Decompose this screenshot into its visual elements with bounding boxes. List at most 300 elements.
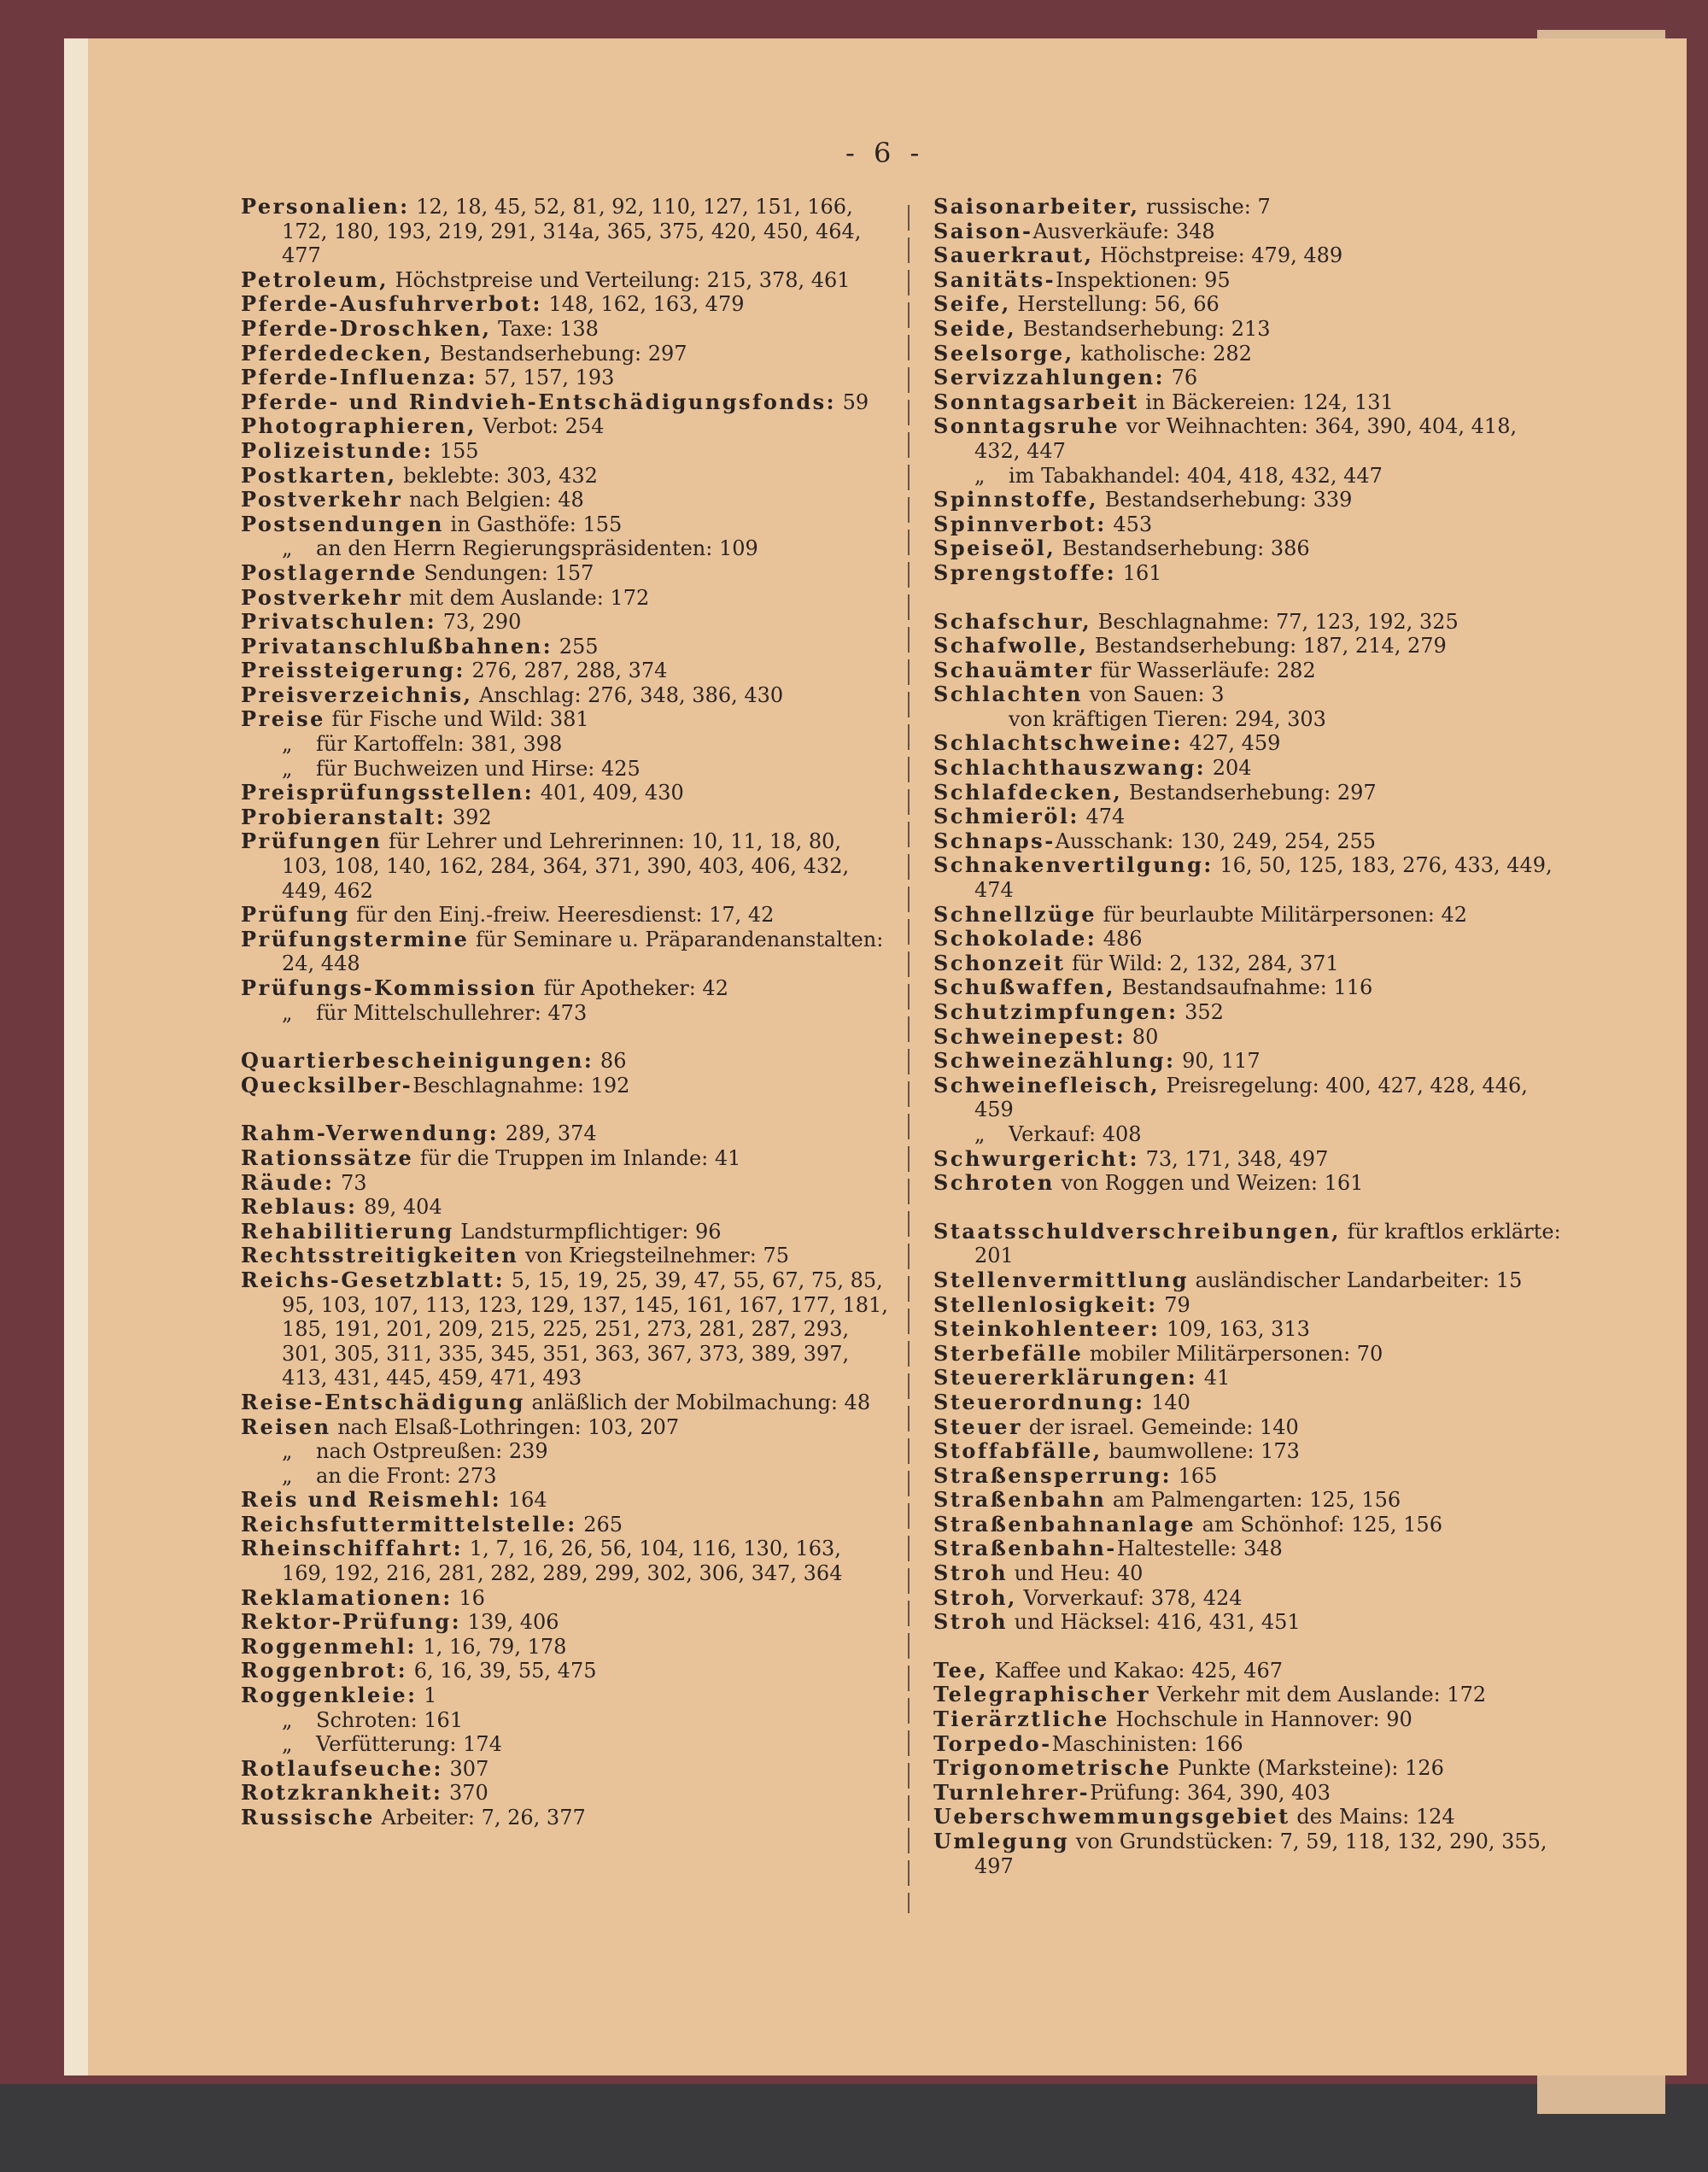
index-entry xyxy=(241,781,890,805)
index-entry xyxy=(933,1439,1565,1464)
index-references: der israel. Gemeinde: 140 xyxy=(1022,1414,1299,1439)
index-references: für Kartoffeln: 381, 398 xyxy=(316,732,563,757)
ditto-mark: „ xyxy=(282,732,293,757)
index-entry xyxy=(241,1244,890,1268)
index-term: Schlachtschweine: xyxy=(933,730,1183,756)
index-term: Schnellzüge xyxy=(933,901,1097,927)
index-entry xyxy=(241,268,890,293)
index-entry xyxy=(241,805,890,830)
index-entry xyxy=(241,1659,890,1683)
index-term: Steuerordnung: xyxy=(933,1389,1145,1414)
index-entry xyxy=(241,561,890,586)
index-entry xyxy=(241,1537,890,1585)
index-references: 1, 16, 79, 178 xyxy=(416,1634,567,1659)
index-entry xyxy=(933,1171,1565,1196)
index-entry xyxy=(933,1830,1565,1878)
index-term: Russische xyxy=(241,1805,375,1830)
index-term: Turnlehrer- xyxy=(933,1779,1091,1805)
index-references: 90, 117 xyxy=(1175,1049,1261,1074)
index-references: 148, 162, 163, 479 xyxy=(541,292,745,317)
index-references: 79 xyxy=(1157,1292,1190,1317)
index-entry xyxy=(241,414,890,439)
index-term: Schlachthauszwang: xyxy=(933,755,1207,781)
index-term: Schweinezählung: xyxy=(933,1048,1176,1074)
index-term: Steuer xyxy=(933,1414,1023,1439)
index-references: 392 xyxy=(446,805,492,829)
index-subentry xyxy=(933,464,1565,489)
index-references: 76 xyxy=(1164,366,1198,390)
index-entry xyxy=(933,1756,1565,1781)
index-references: 255 xyxy=(553,634,599,659)
index-references: von Grundstücken: 7, 59, 118, 132, 290, 355, 497 xyxy=(974,1830,1547,1878)
index-entry xyxy=(933,1781,1565,1806)
index-references: 453 xyxy=(1106,512,1153,536)
index-references: für Wild: 2, 132, 284, 371 xyxy=(1065,951,1339,975)
index-references: 486 xyxy=(1097,927,1143,951)
index-term: Personalien: xyxy=(241,194,410,219)
index-references: Höchstpreise und Verteilung: 215, 378, 461 xyxy=(389,267,851,292)
index-entry xyxy=(933,1366,1565,1390)
index-entry xyxy=(933,731,1565,756)
index-term: Pferde-Droschken, xyxy=(241,315,492,341)
ditto-mark: „ xyxy=(282,756,293,781)
index-term: Stellenlosigkeit: xyxy=(933,1291,1158,1317)
index-references: 204 xyxy=(1206,756,1252,781)
index-term: Sonntagsarbeit xyxy=(933,389,1139,414)
index-references: Schroten: 161 xyxy=(316,1707,464,1732)
index-references: 73, 290 xyxy=(436,610,522,635)
index-term: Schafschur, xyxy=(933,608,1092,634)
index-entry xyxy=(241,1220,890,1244)
index-entry xyxy=(933,1683,1565,1707)
index-references: für kraftlos erklärte: 201 xyxy=(974,1219,1561,1268)
index-term: Preisverzeichnis, xyxy=(241,682,473,707)
index-subentry xyxy=(241,536,890,561)
index-term: Seide, xyxy=(933,315,1017,341)
index-references: Bestandserhebung: 297 xyxy=(433,341,687,366)
index-references: Bestandserhebung: 213 xyxy=(1016,316,1271,341)
index-term: Reichsfuttermittelstelle: xyxy=(241,1511,577,1537)
index-column-left xyxy=(241,195,890,1830)
index-entry xyxy=(241,707,890,732)
index-references: des Mains: 124 xyxy=(1290,1805,1455,1830)
index-term: Postlagernde xyxy=(241,559,418,585)
index-references: ausländischer Landarbeiter: 15 xyxy=(1188,1267,1523,1292)
index-references: mobiler Militärpersonen: 70 xyxy=(1083,1341,1383,1366)
index-term: Prüfungen xyxy=(241,828,383,854)
index-references: 161 xyxy=(1116,560,1162,585)
index-references: Taxe: 138 xyxy=(491,316,599,341)
index-references: für den Einj.-freiw. Heeresdienst: 17, 42 xyxy=(349,903,775,928)
index-entry xyxy=(241,610,890,635)
index-entry xyxy=(241,1268,890,1390)
index-references: Bestandserhebung: 386 xyxy=(1056,536,1310,561)
index-references: für Mittelschullehrer: 473 xyxy=(316,1000,588,1025)
index-references: 41 xyxy=(1197,1366,1231,1390)
index-entry xyxy=(241,512,890,537)
index-entry xyxy=(933,634,1565,659)
index-term: Seelsorge, xyxy=(933,340,1074,366)
index-entry xyxy=(933,1025,1565,1050)
index-term: Schweinepest: xyxy=(933,1023,1126,1049)
index-term: Preisprüfungsstellen: xyxy=(241,780,535,805)
index-term: Reichs-Gesetzblatt: xyxy=(241,1267,506,1292)
index-term: Rotlaufseuche: xyxy=(241,1755,443,1781)
index-column-right xyxy=(933,195,1565,1878)
index-term: Straßenbahn- xyxy=(933,1536,1117,1561)
index-entry xyxy=(241,1488,890,1513)
index-references: 89, 404 xyxy=(357,1195,442,1220)
index-references: für Apotheker: 42 xyxy=(536,976,728,1000)
index-subentry xyxy=(241,1439,890,1464)
index-references: in Gasthöfe: 155 xyxy=(443,512,623,536)
index-references: Bestandserhebung: 339 xyxy=(1098,488,1353,512)
index-references: 155 xyxy=(433,438,479,463)
index-entry xyxy=(933,1488,1565,1513)
index-term: Stroh xyxy=(933,1560,1009,1586)
index-entry xyxy=(241,390,890,415)
index-entry xyxy=(241,1171,890,1196)
index-references: 370 xyxy=(442,1781,488,1806)
index-entry xyxy=(933,317,1565,342)
index-entry xyxy=(933,195,1565,220)
index-references: Bestandserhebung: 297 xyxy=(1122,780,1377,805)
index-references: an die Front: 273 xyxy=(316,1463,497,1488)
column-divider xyxy=(908,205,910,1913)
index-term: Spinnverbot: xyxy=(933,511,1107,536)
index-entry xyxy=(933,1513,1565,1537)
index-entry xyxy=(933,512,1565,537)
index-subentry xyxy=(933,707,1565,732)
index-subentry xyxy=(241,1464,890,1489)
ditto-mark: „ xyxy=(282,1707,293,1732)
index-term: Stroh, xyxy=(933,1584,1017,1610)
index-references: Bestandserhebung: 187, 214, 279 xyxy=(1088,634,1447,659)
index-entry xyxy=(933,1707,1565,1732)
index-entry xyxy=(933,1537,1565,1561)
index-references: in Bäckereien: 124, 131 xyxy=(1138,389,1394,414)
index-references: 401, 409, 430 xyxy=(534,781,684,805)
index-term: Roggenkleie: xyxy=(241,1683,418,1708)
index-references: 139, 406 xyxy=(461,1610,559,1635)
index-references: 164 xyxy=(501,1488,547,1513)
index-references: Verkehr mit dem Auslande: 172 xyxy=(1150,1683,1487,1707)
index-references: für die Truppen im Inlande: 41 xyxy=(413,1145,741,1170)
ditto-mark: „ xyxy=(282,1439,293,1464)
index-entry xyxy=(241,1146,890,1171)
ditto-mark: „ xyxy=(974,463,986,488)
index-term: Preise xyxy=(241,706,325,732)
index-references: 12, 18, 45, 52, 81, 92, 110, 127, 151, 166, 172, 180, 193, 219, 291, 314a, 365, 375, 420, 450, 464, 477 xyxy=(282,195,862,268)
index-entry xyxy=(933,853,1565,902)
index-references: an den Herrn Regierungspräsidenten: 109 xyxy=(316,536,758,561)
index-references: für Seminare u. Präparandenanstalten: 24, 448 xyxy=(282,927,884,976)
index-term: Postkarten, xyxy=(241,462,397,488)
index-entry xyxy=(241,195,890,268)
index-entry xyxy=(933,951,1565,976)
index-term: Schauämter xyxy=(933,657,1094,682)
table-surface xyxy=(0,2084,1708,2172)
index-references: Sendungen: 157 xyxy=(417,560,594,585)
index-term: Schroten xyxy=(933,1170,1055,1196)
page-number: - 6 - xyxy=(845,137,925,169)
index-entry xyxy=(933,292,1565,317)
index-term: Telegraphischer xyxy=(933,1682,1151,1707)
index-term: Sonntagsruhe xyxy=(933,413,1120,439)
index-references: 5, 15, 19, 25, 39, 47, 55, 67, 75, 85, 95, 103, 107, 113, 123, 129, 137, 145, 161, 167, 177, 181, 185, 191, 201, 209, 215, 225, 251, 273, 281, 287, 293, 301, 305, 311, 335, 345, 351, 363, 367, 373, 389, 397, 413, 431, 445, 459, 471, 493 xyxy=(282,1267,888,1390)
index-entry xyxy=(241,635,890,659)
index-term: Speiseöl, xyxy=(933,536,1056,561)
index-references: Punkte (Marksteine): 126 xyxy=(1171,1756,1444,1781)
ditto-mark: „ xyxy=(282,1000,293,1025)
index-term: Rationssätze xyxy=(241,1145,414,1170)
index-references: von kräftigen Tieren: 294, 303 xyxy=(1009,706,1326,731)
index-references: baumwollene: 173 xyxy=(1102,1439,1300,1464)
index-references: Maschinisten: 166 xyxy=(1051,1731,1243,1756)
index-term: Sanitäts- xyxy=(933,266,1056,292)
index-references: von Roggen und Weizen: 161 xyxy=(1054,1171,1364,1196)
index-entry xyxy=(933,975,1565,1000)
index-references: Prüfung: 364, 390, 403 xyxy=(1090,1780,1331,1805)
index-term: Räude: xyxy=(241,1169,335,1195)
index-term: Privatschulen: xyxy=(241,609,437,635)
index-term: Seife, xyxy=(933,291,1011,317)
index-entry xyxy=(241,1415,890,1440)
index-references: 16 xyxy=(452,1585,485,1610)
section-gap xyxy=(933,1196,1565,1220)
index-term: Preissteigerung: xyxy=(241,658,465,683)
index-entry xyxy=(933,927,1565,951)
index-references: mit dem Auslande: 172 xyxy=(402,585,650,610)
page-gutter-strip xyxy=(64,38,88,2075)
index-entry xyxy=(933,781,1565,805)
index-term: Stellenvermittlung xyxy=(933,1267,1189,1292)
index-references: 6, 16, 39, 55, 475 xyxy=(407,1659,597,1683)
ditto-mark: „ xyxy=(282,1463,293,1488)
index-term: Saison- xyxy=(933,218,1033,243)
index-term: Rahm-Verwendung: xyxy=(241,1121,500,1146)
index-entry xyxy=(241,1683,890,1708)
index-references: Ausverkäufe: 348 xyxy=(1032,219,1215,243)
index-references: 474 xyxy=(1079,805,1126,829)
index-entry xyxy=(933,1732,1565,1757)
index-entry xyxy=(241,488,890,512)
index-references: für Fische und Wild: 381 xyxy=(325,707,589,732)
index-references: Verfütterung: 174 xyxy=(316,1732,502,1757)
index-entry xyxy=(241,683,890,708)
index-term: Reisen xyxy=(241,1414,331,1439)
index-term: Stoffabfälle, xyxy=(933,1438,1103,1464)
index-entry xyxy=(241,1121,890,1146)
index-references: von Kriegsteilnehmer: 75 xyxy=(518,1244,789,1268)
index-term: Schlafdecken, xyxy=(933,779,1123,805)
index-entry xyxy=(933,1415,1565,1440)
index-references: für Buchweizen und Hirse: 425 xyxy=(316,756,640,781)
index-term: Torpedo- xyxy=(933,1730,1052,1756)
index-term: Schlachten xyxy=(933,682,1083,707)
index-entry xyxy=(933,1342,1565,1367)
index-term: Stroh xyxy=(933,1609,1009,1635)
index-entry xyxy=(241,292,890,317)
index-references: für beurlaubte Militärpersonen: 42 xyxy=(1096,902,1468,927)
index-entry xyxy=(933,414,1565,463)
index-term: Rektor-Prüfung: xyxy=(241,1609,462,1635)
index-references: 59 xyxy=(835,389,869,414)
index-references: vor Weihnachten: 364, 390, 404, 418, 432, 447 xyxy=(974,414,1518,463)
index-entry xyxy=(933,1268,1565,1293)
index-references: am Palmengarten: 125, 156 xyxy=(1106,1488,1401,1513)
index-references: Kaffee und Kakao: 425, 467 xyxy=(988,1658,1283,1683)
index-term: Roggenmehl: xyxy=(241,1633,417,1659)
index-term: Postverkehr xyxy=(241,584,403,610)
index-entry xyxy=(241,976,890,1001)
index-entry xyxy=(933,805,1565,829)
index-term: Prüfung xyxy=(241,902,350,928)
index-entry xyxy=(241,1074,890,1098)
index-term: Postsendungen xyxy=(241,511,444,536)
index-term: Rotzkrankheit: xyxy=(241,1780,443,1806)
index-term: Quecksilber- xyxy=(241,1072,413,1098)
index-references: 276, 287, 288, 374 xyxy=(465,659,668,683)
index-entry xyxy=(241,1781,890,1806)
index-entry xyxy=(241,1390,890,1415)
index-references: Inspektionen: 95 xyxy=(1056,267,1231,292)
index-entry xyxy=(933,756,1565,781)
index-term: Polizeistunde: xyxy=(241,437,434,463)
index-references: Beschlagnahme: 77, 123, 192, 325 xyxy=(1091,609,1459,634)
index-entry xyxy=(933,1000,1565,1025)
index-term: Roggenbrot: xyxy=(241,1658,408,1683)
index-references: und Heu: 40 xyxy=(1008,1561,1144,1586)
index-term: Spinnstoffe, xyxy=(933,487,1099,512)
index-entry xyxy=(933,268,1565,293)
index-term: Privatanschlußbahnen: xyxy=(241,633,553,659)
index-term: Ueberschwemmungsgebiet xyxy=(933,1804,1290,1830)
ditto-mark: „ xyxy=(282,536,293,561)
index-entry xyxy=(241,439,890,464)
section-gap xyxy=(241,1098,890,1121)
index-term: Prüfungstermine xyxy=(241,926,470,951)
index-term: Reblaus: xyxy=(241,1194,358,1220)
section-gap xyxy=(933,1635,1565,1659)
index-references: Anschlag: 276, 348, 386, 430 xyxy=(472,682,784,707)
index-references: Arbeiter: 7, 26, 377 xyxy=(374,1806,586,1830)
index-references: 1 xyxy=(417,1683,437,1708)
index-entry xyxy=(241,586,890,611)
index-entry xyxy=(241,903,890,928)
index-references: im Tabakhandel: 404, 418, 432, 447 xyxy=(1009,463,1383,488)
index-references: beklebte: 303, 432 xyxy=(396,463,598,488)
index-term: Sprengstoffe: xyxy=(933,559,1117,585)
index-references: für Lehrer und Lehrerinnen: 10, 11, 18, 80, 103, 108, 140, 162, 284, 364, 371, 390, 403, 406, 432, 449, 462 xyxy=(282,829,850,903)
index-references: Vorverkauf: 378, 424 xyxy=(1016,1585,1243,1610)
index-entry xyxy=(933,1074,1565,1122)
index-references: nach Belgien: 48 xyxy=(402,488,584,512)
index-entry xyxy=(933,536,1565,561)
index-entry xyxy=(933,1220,1565,1268)
index-references: Haltestelle: 348 xyxy=(1116,1537,1283,1561)
index-entry xyxy=(933,682,1565,707)
index-entry xyxy=(933,220,1565,244)
index-term: Reise-Entschädigung xyxy=(241,1389,525,1414)
index-references: für Wasserläufe: 282 xyxy=(1093,658,1316,682)
index-references: Hochschule in Hannover: 90 xyxy=(1108,1707,1413,1732)
index-term: Straßenbahnanlage xyxy=(933,1511,1196,1537)
index-references: 352 xyxy=(1178,1000,1224,1024)
index-references: 427, 459 xyxy=(1182,731,1281,756)
index-term: Schnakenvertilgung: xyxy=(933,852,1214,878)
index-entry xyxy=(933,561,1565,586)
index-references: Höchstpreise: 479, 489 xyxy=(1093,243,1343,268)
index-subentry xyxy=(241,757,890,782)
index-references: 265 xyxy=(576,1512,623,1537)
index-term: Pferdedecken, xyxy=(241,340,434,366)
index-entry xyxy=(241,1806,890,1830)
index-term: Tee, xyxy=(933,1657,988,1683)
index-entry xyxy=(933,1317,1565,1342)
index-entry xyxy=(933,1464,1565,1489)
index-references: 307 xyxy=(442,1756,489,1781)
index-term: Schokolade: xyxy=(933,926,1097,951)
index-references: nach Elsaß-Lothringen: 103, 207 xyxy=(330,1414,680,1439)
index-entry xyxy=(241,1635,890,1660)
index-subentry xyxy=(241,1732,890,1757)
index-entry xyxy=(241,1513,890,1537)
index-term: Umlegung xyxy=(933,1829,1070,1853)
index-entry xyxy=(933,342,1565,366)
index-subentry xyxy=(241,1708,890,1733)
index-entry xyxy=(933,829,1565,854)
index-entry xyxy=(933,1805,1565,1830)
index-entry xyxy=(241,366,890,390)
index-references: Herstellung: 56, 66 xyxy=(1010,292,1220,317)
index-references: am Schönhof: 125, 156 xyxy=(1196,1512,1442,1537)
index-entry xyxy=(241,1049,890,1074)
index-references: Bestandsaufnahme: 116 xyxy=(1115,975,1373,1000)
index-term: Probieranstalt: xyxy=(241,804,447,829)
index-references: 140 xyxy=(1144,1390,1190,1414)
index-subentry xyxy=(933,1122,1565,1147)
index-term: Pferde- und Rindvieh-Entschädigungsfonds: xyxy=(241,389,836,414)
index-references: 73 xyxy=(334,1170,367,1195)
index-term: Quartierbescheinigungen: xyxy=(241,1048,594,1074)
index-subentry xyxy=(241,1001,890,1026)
index-term: Schwurgericht: xyxy=(933,1145,1139,1171)
index-entry xyxy=(241,317,890,342)
index-entry xyxy=(241,342,890,366)
index-entry xyxy=(241,659,890,683)
index-term: Postverkehr xyxy=(241,487,403,512)
index-entry xyxy=(933,390,1565,415)
index-entry xyxy=(241,1586,890,1611)
index-references: 80 xyxy=(1126,1024,1159,1049)
index-references: und Häcksel: 416, 431, 451 xyxy=(1008,1610,1301,1635)
index-references: 73, 171, 348, 497 xyxy=(1138,1146,1329,1171)
index-references: 1, 7, 16, 26, 56, 104, 116, 130, 163, 169, 192, 216, 281, 282, 289, 299, 302, 306, 347, 364 xyxy=(282,1537,843,1586)
section-gap xyxy=(933,586,1565,610)
index-term: Steinkohlenteer: xyxy=(933,1316,1161,1342)
index-references: katholische: 282 xyxy=(1073,341,1252,366)
index-references: 86 xyxy=(594,1049,627,1074)
index-references: Verkauf: 408 xyxy=(1009,1121,1142,1146)
ditto-mark: „ xyxy=(974,1121,986,1146)
index-entry xyxy=(933,610,1565,635)
index-entry xyxy=(933,903,1565,928)
index-entry xyxy=(933,1610,1565,1635)
index-references: von Sauen: 3 xyxy=(1082,682,1225,707)
index-term: Schmieröl: xyxy=(933,804,1079,829)
index-term: Pferde-Influenza: xyxy=(241,365,478,390)
